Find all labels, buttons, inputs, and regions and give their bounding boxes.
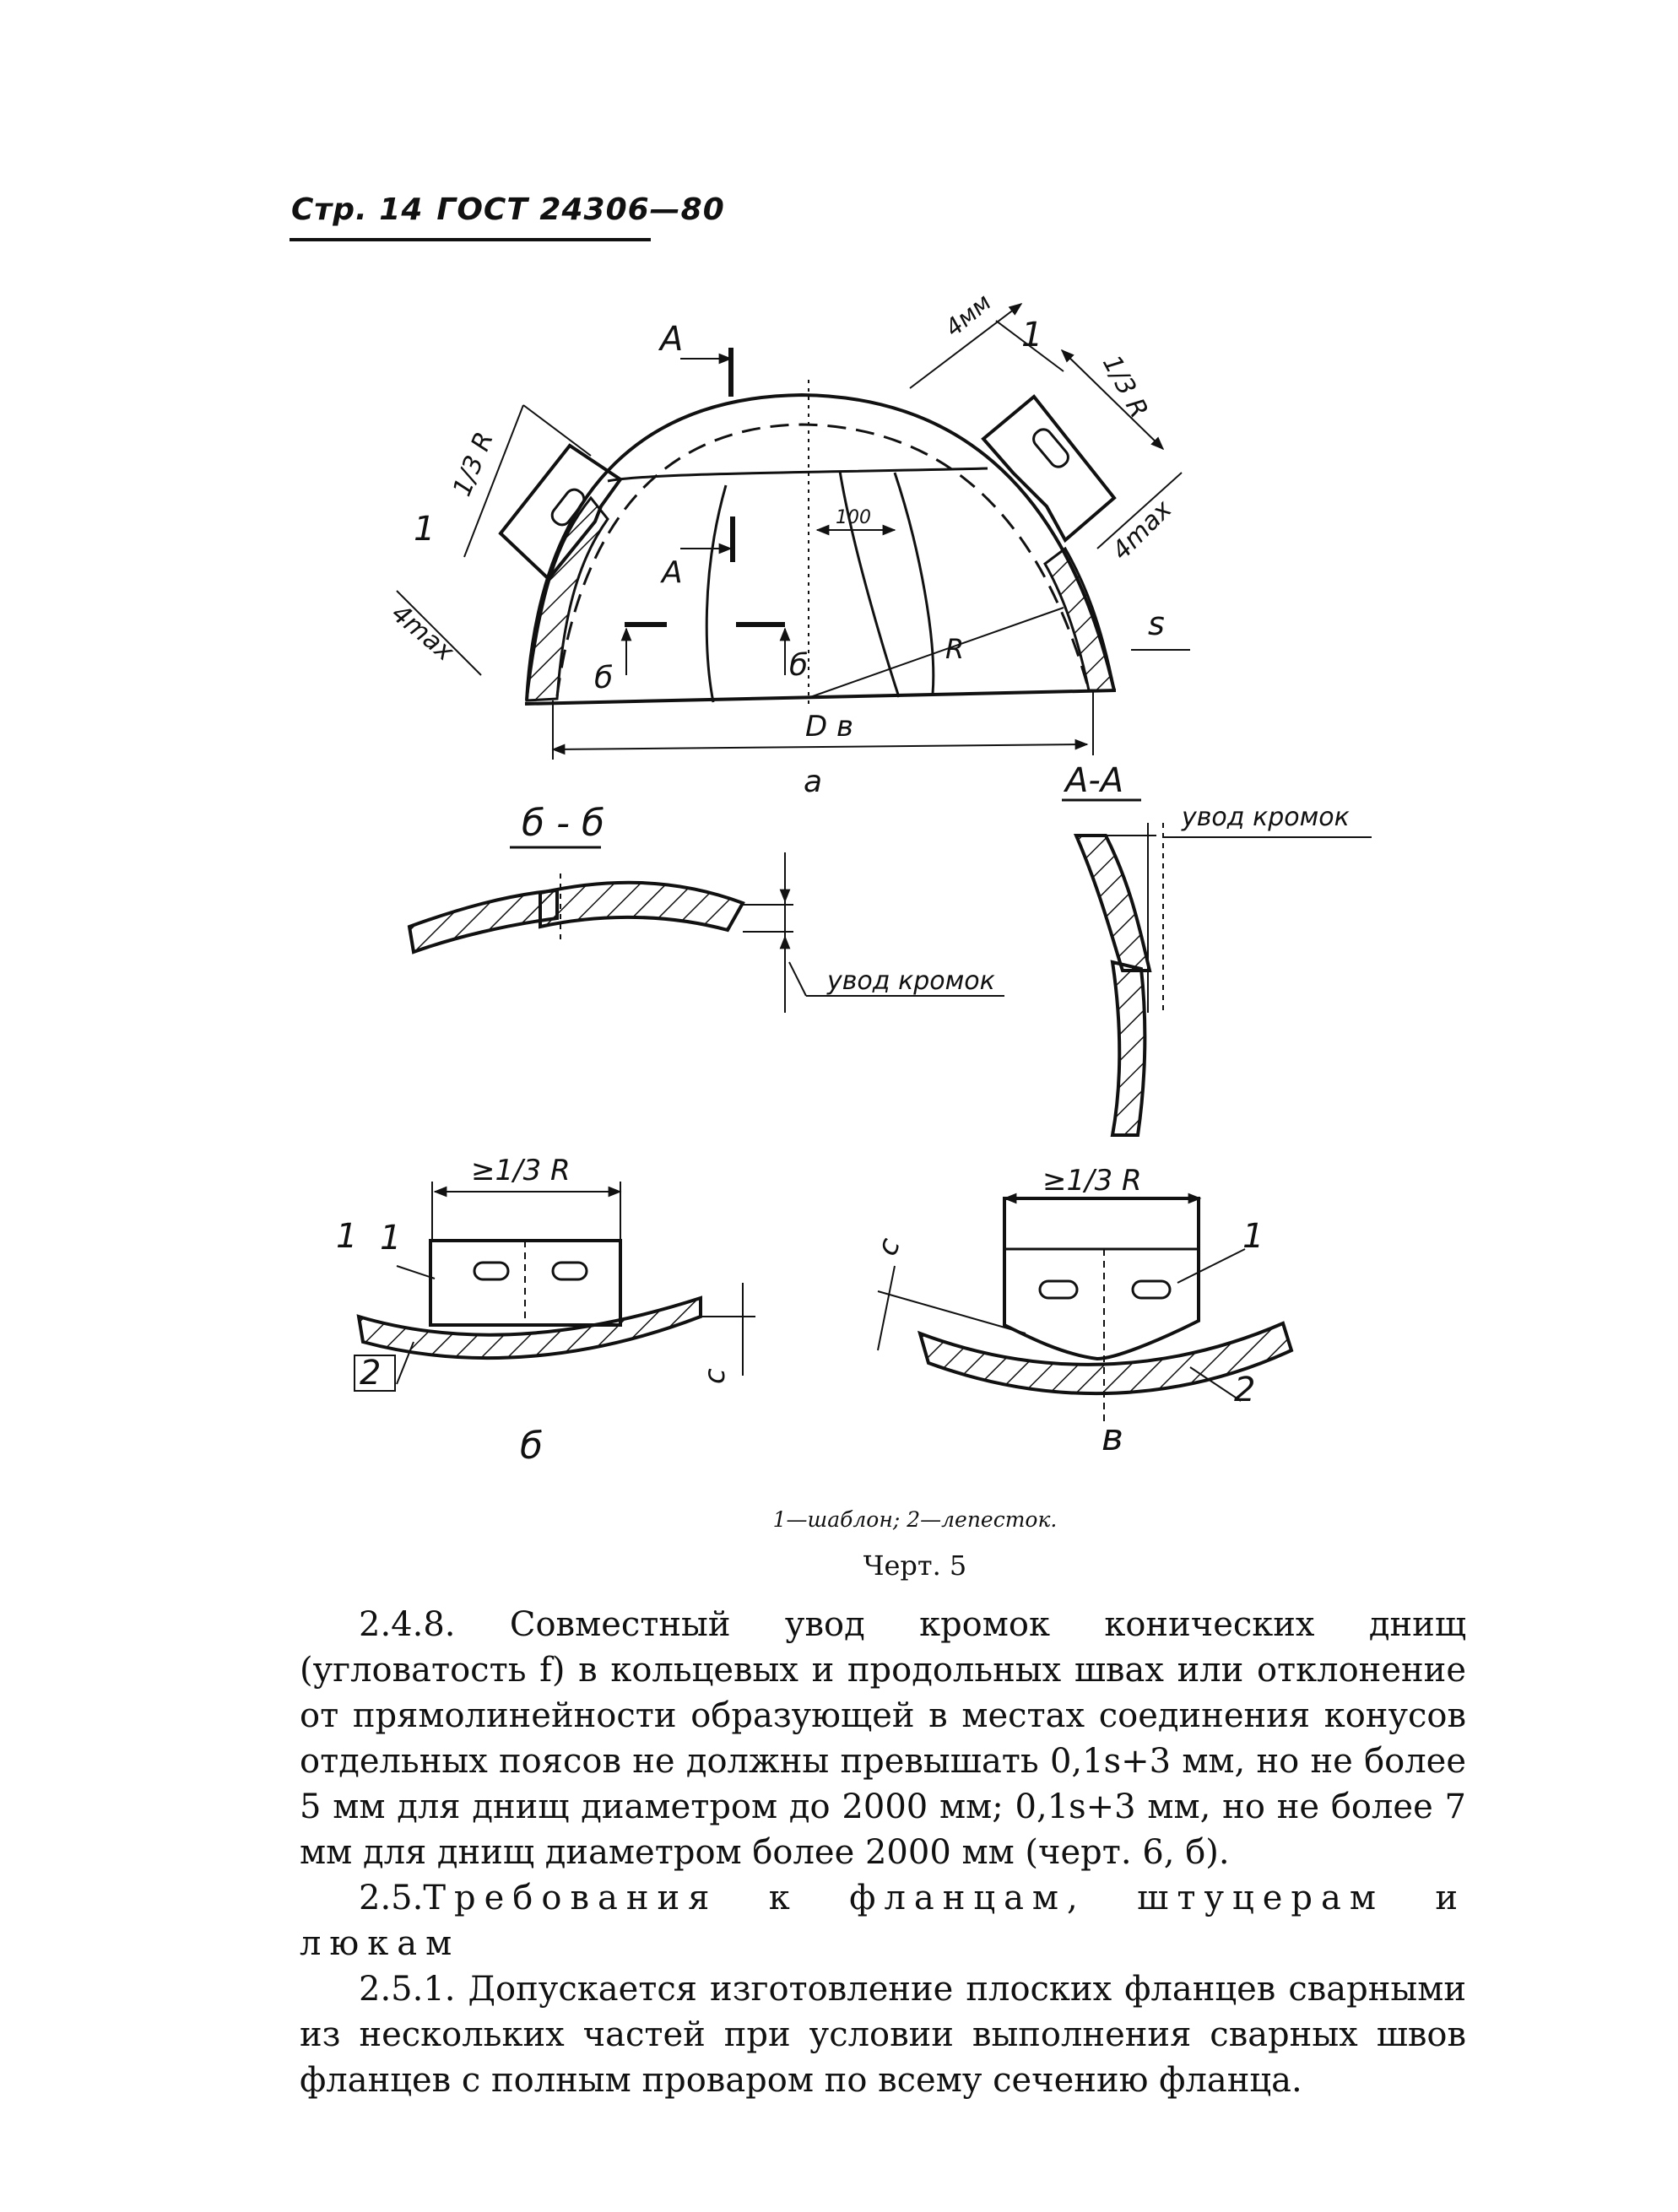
- paragraph-2-4-8: 2.4.8. Совместный увод кромок конических днищ (угловатость f) в кольцевых и продольных швах или отклонение от прямолинейности образующей в местах соединения конусов отдельных поясов не должны превышать 0,1s+3 мм, но не более 5 мм для днищ диаметром до 2000 мм; 0,1s+3 мм, но не более 7 мм для днищ диаметром более 2000 мм (черт. 6, б).: [300, 1605, 1466, 1872]
- dim-4max-right: 4max: [1106, 495, 1178, 566]
- view-b: [359, 1182, 755, 1384]
- dim-4max-left: 4max: [385, 598, 460, 668]
- b-mark-right: б: [789, 648, 809, 683]
- view-v: [878, 1198, 1291, 1426]
- section-heading-2-5: [300, 1875, 1466, 1966]
- dome-base: [525, 690, 1116, 704]
- standard-number: ГОСТ 24306—80: [436, 192, 725, 227]
- dim-100-label: 100: [836, 507, 871, 528]
- section-aa: [1076, 823, 1372, 1135]
- seam-3: [840, 471, 899, 697]
- bb-edge-label: увод кромок: [827, 966, 995, 996]
- view-a: [397, 304, 1190, 760]
- radius-label: R: [945, 633, 965, 665]
- dim-third-r-right: 1/3 R: [1096, 350, 1154, 424]
- aa-plate-top: [1076, 836, 1150, 971]
- dome-wall-right: [1045, 549, 1114, 690]
- view-v-item-1: 1: [1242, 1217, 1264, 1256]
- view-b-gap: с: [698, 1368, 732, 1384]
- item-1-left: 1: [414, 510, 436, 549]
- view-v-gap: с: [869, 1233, 907, 1261]
- view-v-labels: [870, 1164, 1264, 1459]
- dim-diameter: [553, 744, 1087, 749]
- b-mark-left: б: [594, 661, 614, 695]
- section-title: Требования к фланцам, штуцерам и люкам: [300, 1879, 1466, 1963]
- figure-caption: Черт. 5: [863, 1549, 967, 1582]
- view-letter-v: в: [1102, 1416, 1123, 1459]
- view-v-item-2: 2: [1234, 1371, 1256, 1409]
- view-b-item-2: 2: [360, 1354, 382, 1393]
- dim-third-r-left: 1/3 R: [447, 427, 500, 500]
- view-b-margin-mark: 1: [336, 1217, 358, 1256]
- dim-4mm-label: 4мм: [939, 288, 997, 343]
- bb-plate-left: [409, 890, 557, 952]
- aa-edge-label: увод кромок: [1182, 803, 1350, 832]
- item-1-right: 1: [1021, 316, 1043, 354]
- view-v-dim: ≥1/3 R: [1042, 1164, 1142, 1198]
- diameter-label: D в: [805, 710, 854, 744]
- view-letter-b: б: [520, 1425, 544, 1468]
- paragraph-2-5-1: 2.5.1. Допускается изготовление плоских фланцев сварными из нескольких частей при условии выполнения сварных швов фланцев с полным проваром по всему сечению фланца.: [300, 1970, 1466, 2100]
- seam-1: [608, 468, 988, 481]
- view-v-template: [1004, 1198, 1199, 1359]
- section-mark-a-mid: А: [662, 555, 683, 590]
- view-letter-a: а: [804, 765, 823, 799]
- thickness-label: s: [1148, 605, 1165, 642]
- dome-inner-dashed: [557, 425, 1089, 696]
- seam-2: [706, 485, 726, 702]
- section-mark-a-top: А: [660, 320, 684, 359]
- view-b-dim: ≥1/3 R: [471, 1154, 571, 1187]
- page-label: Стр. 14: [291, 192, 424, 227]
- aa-plate-bottom: [1112, 962, 1145, 1135]
- section-number: 2.5.: [359, 1879, 424, 1917]
- template-right: [983, 397, 1114, 540]
- figure-legend: 1—шаблон; 2—лепесток.: [772, 1507, 1058, 1532]
- bb-plate-right: [540, 883, 743, 930]
- view-b-item-1: 1: [380, 1219, 402, 1257]
- section-bb-title: б - б: [522, 802, 605, 845]
- radius-line: [810, 608, 1064, 697]
- section-title-aa: А-А: [1065, 761, 1124, 800]
- body-text: [300, 1602, 1466, 2103]
